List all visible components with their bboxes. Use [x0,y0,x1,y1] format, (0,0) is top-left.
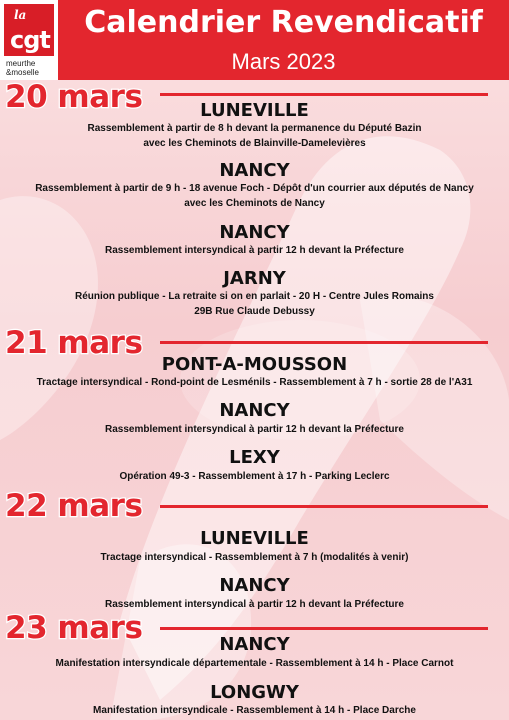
date-heading: 23 mars [5,610,143,646]
event-city: PONT-A-MOUSSON [161,354,348,375]
event-description: Tractage intersyndical - Rassemblement à 7 h (modalités à venir) [100,552,409,563]
event-description: Opération 49-3 - Rassemblement à 17 h - Parking Leclerc [119,471,390,482]
cgt-logo [0,0,58,80]
logo-subtitle-line1: meurthe [6,59,36,68]
event-city: NANCY [219,160,290,181]
date-heading: 22 mars [5,488,143,524]
event-city: LUNEVILLE [200,528,309,549]
event-city: LEXY [229,447,280,468]
event-description: Manifestation intersyndicale - Rassemblement à 14 h - Place Darche [93,705,416,716]
event-description: Rassemblement à partir de 8 h devant la permanence du Député Bazin [87,123,422,134]
event-city: NANCY [219,222,290,243]
event-description: Manifestation intersyndicale départementale - Rassemblement à 14 h - Place Carnot [55,658,454,669]
event-city: LONGWY [210,682,299,703]
event-description: Réunion publique - La retraite si on en parlait - 20 H - Centre Jules Romains [75,291,434,302]
date-rule [160,505,488,508]
logo-subtitle-line2: &moselle [6,68,39,77]
cgt-logo-box [4,4,54,56]
logo-la-text: la [14,8,27,22]
logo-cgt-text: cgt [10,26,50,54]
date-heading: 20 mars [5,79,143,115]
event-description: Rassemblement intersyndical à partir 12 h devant la Préfecture [104,424,404,435]
event-description: avec les Cheminots de Nancy [184,198,325,209]
header-banner [0,0,509,80]
event-description: Tractage intersyndical - Rond-point de Lesménils - Rassemblement à 7 h - sortie 28 de l'A31 [36,377,473,388]
event-city: JARNY [223,268,286,289]
event-city: NANCY [219,575,290,596]
page-title: Calendrier Revendicatif [84,5,483,40]
date-rule [160,341,488,344]
event-city: NANCY [219,400,290,421]
event-description: avec les Cheminots de Blainville-Damelevières [143,138,366,149]
date-rule [160,93,488,96]
event-city: LUNEVILLE [200,100,309,121]
event-description: Rassemblement intersyndical à partir 12 h devant la Préfecture [104,245,404,256]
event-description: 29B Rue Claude Debussy [194,306,315,317]
event-description: Rassemblement intersyndical à partir 12 h devant la Préfecture [104,599,404,610]
date-heading: 21 mars [5,325,143,361]
event-city: NANCY [219,634,290,655]
page-subtitle: Mars 2023 [231,49,336,74]
event-description: Rassemblement à partir de 9 h - 18 avenue Foch - Dépôt d'un courrier aux députés de Nancy [35,183,474,194]
date-rule [160,627,488,630]
